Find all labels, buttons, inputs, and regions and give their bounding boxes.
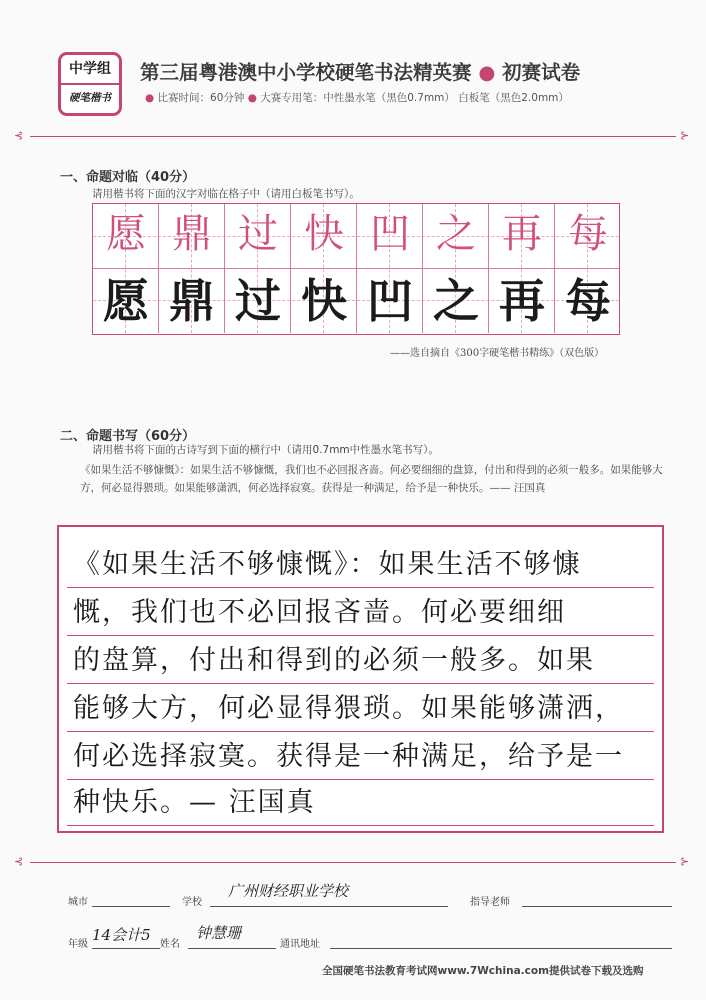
- poem-passage: 《如果生活不够慷慨》：如果生活不够慷慨，我们也不必回报吝啬。何必要细细的盘算，付出和得到的必须一般多。如果能够大方，何必显得猥琐。如果能够潇洒，何必选择寂寞。获得是一种满足，给予是一种快乐。—— 汪国真: [80, 464, 663, 494]
- handwritten-line: 《如果生活不够慷慨》：如果生活不够慷: [73, 549, 582, 580]
- ornament-left-icon: ⊰: [14, 129, 24, 142]
- grid-cell[interactable]: [159, 204, 225, 333]
- handwritten-line: 种快乐。— 汪国真: [73, 787, 316, 818]
- copied-char: 过: [235, 274, 281, 328]
- section1-instruction: 请用楷书将下面的汉字对临在格子中（请用白板笔书写）。: [92, 188, 360, 200]
- model-char: 快: [304, 211, 344, 257]
- ruled-line: [67, 731, 654, 732]
- address-label: 通讯地址: [280, 939, 320, 950]
- model-char: 每: [568, 211, 608, 257]
- ruled-line: [67, 635, 654, 636]
- grade-label: 年级: [68, 939, 88, 950]
- model-char: 凹: [370, 211, 410, 257]
- handwritten-line: 的盘算，付出和得到的必须一般多。如果: [73, 645, 595, 676]
- ruled-line: [67, 825, 654, 826]
- handwritten-line: 慨，我们也不必回报吝啬。何必要细细: [73, 597, 566, 628]
- grid-cell[interactable]: [291, 204, 357, 333]
- address-field[interactable]: [330, 948, 672, 949]
- title-main: 第三届粤港澳中小学校硬笔书法精英赛: [140, 61, 472, 84]
- model-char: 鼎: [172, 211, 212, 257]
- grid-cell[interactable]: [93, 204, 159, 333]
- ruled-line: [67, 683, 654, 684]
- footer-text: 全国硬笔书法教育考试网www.7Wchina.com提供试卷下载及选购: [322, 965, 644, 977]
- ornament-right-icon: ⊱: [680, 855, 690, 868]
- ornament-left-icon: ⊰: [14, 855, 24, 868]
- model-char: 之: [436, 211, 476, 257]
- city-field[interactable]: [92, 906, 170, 907]
- name-field[interactable]: [188, 948, 276, 949]
- model-char: 过: [238, 211, 278, 257]
- grid-cell[interactable]: [555, 204, 621, 333]
- grid-cell[interactable]: [423, 204, 489, 333]
- grade-value: 14会计5: [92, 926, 151, 944]
- copied-char: 再: [499, 274, 545, 328]
- writing-area[interactable]: [57, 525, 664, 833]
- copied-char: 鼎: [169, 274, 215, 328]
- divider-top: [30, 136, 676, 137]
- grid-cell[interactable]: [489, 204, 555, 333]
- model-char: 愿: [106, 211, 146, 257]
- exam-info: [145, 90, 569, 105]
- school-value: 广州财经职业学校: [228, 882, 349, 900]
- title-suffix: 初赛试卷: [502, 61, 581, 84]
- copied-char: 每: [565, 274, 611, 328]
- name-label: 姓名: [160, 939, 180, 950]
- ruled-line: [67, 779, 654, 780]
- ruled-line: [67, 587, 654, 588]
- handwritten-line: 能够大方，何必显得猥琐。如果能够潇洒，: [73, 693, 624, 724]
- teacher-label: 指导老师: [470, 897, 510, 908]
- teacher-field[interactable]: [522, 906, 672, 907]
- name-value: 钟慧珊: [196, 924, 242, 942]
- source-citation: ——选自摘自《300字硬笔楷书精练》（双色版）: [390, 348, 605, 359]
- copied-char: 快: [301, 274, 347, 328]
- model-char: 再: [502, 211, 542, 257]
- group-badge: [58, 52, 122, 116]
- copied-char: 凹: [367, 274, 413, 328]
- section2-instruction: 请用楷书将下面的古诗写到下面的横行中（请用0.7mm中性墨水笔书写）。: [92, 444, 439, 456]
- grid-cell[interactable]: [225, 204, 291, 333]
- title-dot: ●: [478, 61, 496, 84]
- section2-title: 二、命题书写（60分）: [60, 429, 196, 444]
- handwritten-line: 何必选择寂寞。获得是一种满足，给予是一: [73, 741, 624, 772]
- grid-cell[interactable]: [357, 204, 423, 333]
- copied-char: 之: [433, 274, 479, 328]
- bullet-dot: ●: [247, 92, 257, 104]
- section1-title: 一、命题对临（40分）: [60, 170, 196, 185]
- pen-requirement: 大赛专用笔：中性墨水笔（黑色0.7mm） 白板笔（黑色2.0mm）: [260, 92, 569, 104]
- copied-char: 愿: [103, 274, 149, 328]
- page-title: [140, 57, 580, 85]
- divider-bottom: [30, 862, 676, 863]
- school-field[interactable]: [210, 906, 448, 907]
- ornament-right-icon: ⊱: [680, 129, 690, 142]
- badge-category: 硬笔楷书: [69, 92, 111, 104]
- bullet-dot: ●: [145, 92, 155, 104]
- grade-field[interactable]: [92, 948, 160, 949]
- city-label: 城市: [68, 897, 88, 908]
- competition-time: 比赛时间：60分钟: [157, 92, 245, 104]
- badge-group: 中学组: [61, 55, 119, 85]
- school-label: 学校: [182, 897, 202, 908]
- copy-grid: [92, 203, 620, 335]
